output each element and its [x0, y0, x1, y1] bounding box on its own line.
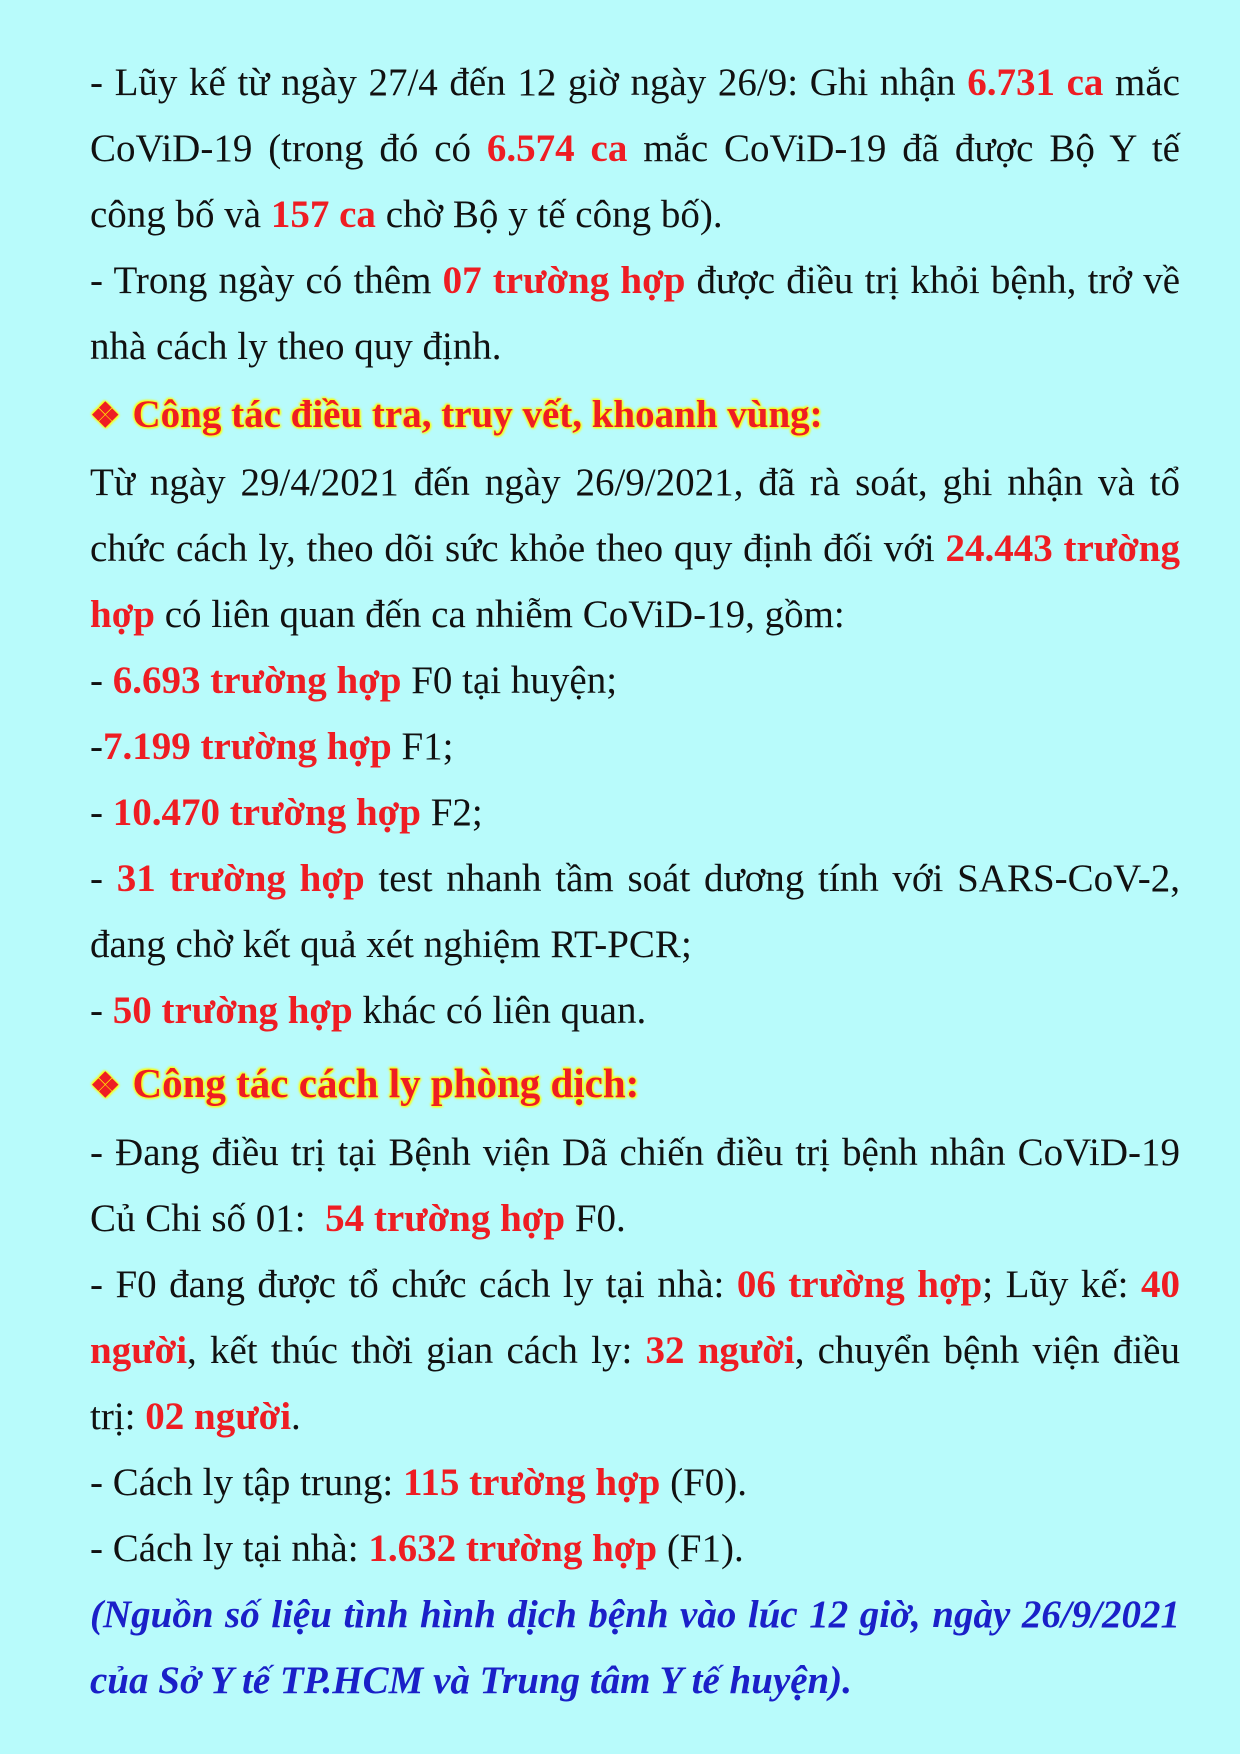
investigation-heading-text: Công tác điều tra, truy vết, khoanh vùng:	[132, 393, 823, 436]
home-transferred-value: 02 người	[145, 1395, 292, 1438]
list-item-f1	[60, 714, 1180, 780]
hospital-text: - Đang điều trị tại Bệnh viện Dã chiến điều trị bệnh nhân CoViD-19 Củ Chi số 01:	[90, 1131, 1190, 1240]
isolation-heading	[60, 1050, 1180, 1120]
hospital-value: 54 trường hợp	[325, 1197, 566, 1240]
list-item-f2	[60, 780, 1180, 846]
home-isolation-text-5: .	[291, 1395, 301, 1438]
list-item-value: 31 trường hợp	[116, 857, 365, 900]
hospital-paragraph	[60, 1120, 1190, 1252]
list-item-value: 7.199 trường hợp	[103, 725, 392, 768]
list-item-prefix: -	[90, 857, 117, 900]
list-item-suffix: test nhanh tầm soát dương tính với SARS-CoV-2, đang chờ kết quả xét nghiệm RT-PCR;	[90, 857, 1180, 966]
diamond-flower-icon: ❖	[90, 1068, 121, 1105]
athome-isolation-paragraph	[60, 1516, 1180, 1582]
recovered-text-2: được điều trị khỏi bệnh, trở về nhà cách ly theo quy định.	[90, 259, 1181, 368]
list-item-prefix: -	[90, 791, 113, 834]
home-isolation-value: 06 trường hợp	[736, 1263, 983, 1306]
investigation-heading	[60, 382, 1180, 450]
cumulative-cases-text-4: chờ Bộ y tế công bố).	[375, 193, 723, 236]
list-item-prefix: -	[90, 989, 113, 1032]
announced-cases-value: 6.574 ca	[486, 127, 628, 170]
home-isolation-paragraph	[60, 1252, 1180, 1450]
list-item-value: 10.470 trường hợp	[112, 791, 421, 834]
athome-isolation-text: - Cách ly tại nhà:	[90, 1527, 369, 1570]
total-cases-value: 6.731 ca	[967, 61, 1104, 104]
recovered-value: 07 trường hợp	[442, 259, 686, 302]
investigation-intro-paragraph	[60, 450, 1180, 648]
source-note: (Nguồn số liệu tình hình dịch bệnh vào lúc 12 giờ, ngày 26/9/2021 của Sở Y tế TP.HCM và Trung tâm Y tế huyện).	[90, 1593, 1180, 1702]
central-isolation-text: - Cách ly tập trung:	[90, 1461, 404, 1504]
list-item-value: 6.693 trường hợp	[112, 659, 402, 702]
list-item-prefix: -	[90, 725, 103, 768]
investigation-intro-text-2: có liên quan đến ca nhiễm CoViD-19, gồm:	[154, 593, 845, 636]
central-isolation-paragraph	[60, 1450, 1180, 1516]
cumulative-cases-text-2: mắc CoViD-19 (trong đó có	[90, 61, 1180, 170]
list-item-rapid-test	[60, 846, 1180, 978]
list-item-other	[60, 978, 1180, 1044]
recovered-paragraph	[60, 248, 1180, 380]
investigation-total-value: 24.443 trường hợp	[90, 527, 1180, 636]
athome-isolation-text-2: (F1).	[657, 1527, 744, 1570]
home-finished-value: 32 người	[645, 1329, 795, 1372]
list-item-suffix: khác có liên quan.	[352, 989, 647, 1032]
list-item-prefix: -	[90, 659, 113, 702]
home-isolation-text-3: , kết thúc thời gian cách ly:	[187, 1329, 646, 1372]
list-item-f0	[60, 648, 1180, 714]
central-isolation-text-2: (F0).	[660, 1461, 747, 1504]
cumulative-cases-text: - Lũy kế từ ngày 27/4 đến 12 giờ ngày 26/9: Ghi nhận	[90, 61, 968, 104]
recovered-text: - Trong ngày có thêm	[90, 259, 443, 302]
home-isolation-text-2: ; Lũy kế:	[982, 1263, 1141, 1306]
athome-isolation-value: 1.632 trường hợp	[368, 1527, 658, 1570]
pending-cases-value: 157 ca	[270, 193, 376, 236]
list-item-value: 50 trường hợp	[112, 989, 353, 1032]
list-item-suffix: F1;	[391, 725, 454, 768]
home-cumulative-value: 40 người	[90, 1263, 1180, 1372]
isolation-heading-text: Công tác cách ly phòng dịch:	[132, 1060, 640, 1106]
cumulative-cases-paragraph	[60, 50, 1180, 248]
home-isolation-text-4: , chuyển bệnh viện điều trị:	[90, 1329, 1180, 1438]
hospital-text-2: F0.	[565, 1197, 626, 1240]
diamond-flower-icon: ❖	[90, 398, 121, 435]
home-isolation-text: - F0 đang được tổ chức cách ly tại nhà:	[90, 1263, 737, 1306]
list-item-suffix: F2;	[420, 791, 483, 834]
cumulative-cases-text-3: mắc CoViD-19 đã được Bộ Y tế công bố và	[90, 127, 1180, 236]
central-isolation-value: 115 trường hợp	[403, 1461, 661, 1504]
list-item-suffix: F0 tại huyện;	[401, 659, 618, 702]
investigation-intro-text: Từ ngày 29/4/2021 đến ngày 26/9/2021, đã rà soát, ghi nhận và tổ chức cách ly, theo dõi sức khỏe theo quy định đối với	[90, 461, 1180, 570]
